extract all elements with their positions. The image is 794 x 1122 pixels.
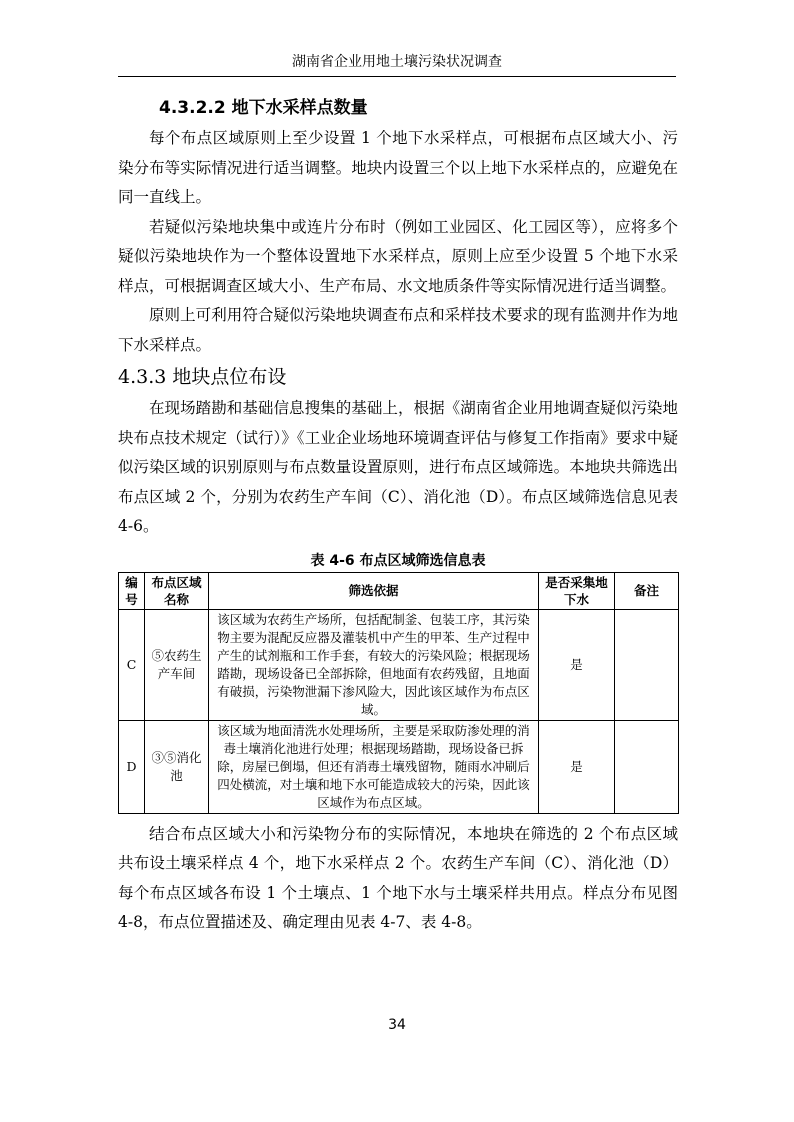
cell-basis: 该区域为地面清洗水处理场所，主要是采取防渗处理的消毒土壤消化池进行处理；根据现场踏勘，现场设备已拆除，房屋已倒塌，但还有消毒土壤残留物，随雨水冲刷后四处横流，对土壤和地下水可能造成较大的污染，因此该区域作为布点区域。 [209, 720, 539, 813]
screening-table [118, 572, 679, 814]
section-heading-4-3-2-2: 4.3.2.2 地下水采样点数量 [159, 98, 368, 118]
paragraph: 结合布点区域大小和污染物分布的实际情况，本地块在筛选的 2 个布点区域共布设土壤采样点 4 个，地下水采样点 2 个。农药生产车间（C）、消化池（D）每个布点区域各布设 1 个土壤点、1 个地下水与土壤采样共用点。样点分布见图 4-8，布点位置描述及、确定理由见表 4-7、表 4-8。 [118, 824, 678, 931]
header-title: 湖南省企业用地土壤污染状况调查 [292, 54, 502, 70]
table-header-row [119, 572, 679, 609]
cell-basis: 该区域为农药生产场所，包括配制釜、包装工序，其污染物主要为混配反应器及灌装机中产生的甲苯、生产过程中产生的试剂瓶和工作手套，有较大的污染风险；根据现场踏勘，现场设备已全部拆除，但地面有农药残留，且地面有破损，污染物泄漏下渗风险大，因此该区域作为布点区域。 [209, 609, 539, 720]
paragraph: 在现场踏勘和基础信息搜集的基础上，根据《湖南省企业用地调查疑似污染地块布点技术规定（试行）》《工业企业场地环境调查评估与修复工作指南》要求中疑似污染区域的识别原则与布点数量设置原则，进行布点区域筛选。本地块共筛选出布点区域 2 个，分别为农药生产车间（C）、消化池（D）。布点区域筛选信息见表 4-6。 [118, 399, 678, 535]
table-row [119, 720, 679, 813]
col-header-no: 编号 [119, 572, 145, 609]
page-number: 34 [388, 1017, 406, 1033]
cell-no: C [119, 609, 145, 720]
section-heading-4-3-3: 4.3.3 地块点位布设 [118, 366, 287, 388]
col-header-note: 备注 [615, 572, 679, 609]
page-content [118, 92, 678, 938]
col-header-groundwater: 是否采集地下水 [539, 572, 615, 609]
page-header [118, 52, 676, 77]
cell-area: ⑤农药生产车间 [145, 609, 209, 720]
paragraph: 原则上可利用符合疑似污染地块调查布点和采样技术要求的现有监测井作为地下水采样点。 [118, 306, 678, 354]
paragraph: 每个布点区域原则上至少设置 1 个地下水采样点，可根据布点区域大小、污染分布等实际情况进行适当调整。地块内设置三个以上地下水采样点的，应避免在同一直线上。 [118, 129, 678, 206]
cell-note [615, 720, 679, 813]
col-header-area: 布点区域名称 [145, 572, 209, 609]
cell-groundwater: 是 [539, 609, 615, 720]
cell-area: ③⑤消化池 [145, 720, 209, 813]
table-row [119, 609, 679, 720]
cell-note [615, 609, 679, 720]
cell-no: D [119, 720, 145, 813]
paragraph: 若疑似污染地块集中或连片分布时（例如工业园区、化工园区等），应将多个疑似污染地块作为一个整体设置地下水采样点，原则上应至少设置 5 个地下水采样点，可根据调查区域大小、生产布局、水文地质条件等实际情况进行适当调整。 [118, 217, 678, 295]
cell-groundwater: 是 [539, 720, 615, 813]
col-header-basis: 筛选依据 [209, 572, 539, 609]
table-caption: 表 4-6 布点区域筛选信息表 [310, 552, 486, 569]
